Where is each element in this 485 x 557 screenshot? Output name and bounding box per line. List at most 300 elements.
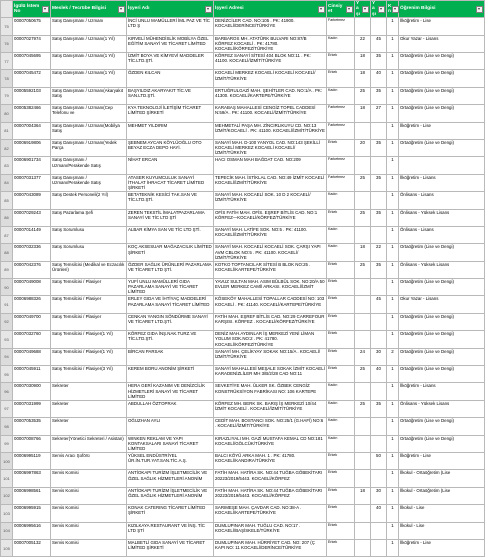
- cell-istem-no[interactable]: 00007031999: [13, 400, 51, 417]
- cell-isyeri-adresi[interactable]: KOTKO TOPTANCILAR SİTESİ B BLOK NO:25 . KOCAELİ/KARTEPE/TÜRKİYE: [214, 261, 327, 278]
- cell-cinsiyet[interactable]: Farketmez: [327, 157, 355, 174]
- cell-yas-max[interactable]: [371, 122, 387, 139]
- table-row[interactable]: [1, 348, 485, 365]
- filter-dropdown-icon[interactable]: [392, 6, 399, 13]
- cell-yas-max[interactable]: 22: [371, 244, 387, 261]
- table-row[interactable]: [1, 279, 485, 296]
- row-number[interactable]: 77: [1, 53, 13, 70]
- cell-kontenjan[interactable]: 1: [387, 139, 399, 156]
- cell-istem-no[interactable]: 00007032336: [13, 244, 51, 261]
- filter-dropdown-icon[interactable]: [42, 6, 49, 13]
- cell-istem-no[interactable]: 00007045695: [13, 53, 51, 70]
- cell-isyeri-adi[interactable]: HERA GERİ KAZANIM VE DENİZCİLİK HİZMETLERİ SANAYİ VE TİCARET LİMİTED: [127, 383, 214, 400]
- cell-istem-no[interactable]: 00007030900: [13, 383, 51, 400]
- cell-isyeri-adi[interactable]: KOÇ AKSESUAR MAĞAZACILIK LİMİTED ŞİRKETİ: [127, 244, 214, 261]
- row-number[interactable]: 84: [1, 174, 13, 191]
- row-number[interactable]: 102: [1, 487, 13, 504]
- cell-isyeri-adresi[interactable]: KÖSEKÖY MAHALLESİ TOPALLAR CADDESİ NO: 103 KOCAELİ . PK: 41140. KOCAELİ/KARTEPE/TÜRKİYE: [214, 296, 327, 313]
- cell-cinsiyet[interactable]: Erkek: [327, 470, 355, 487]
- cell-cinsiyet[interactable]: Farketmez: [327, 18, 355, 35]
- cell-cinsiyet[interactable]: Erkek: [327, 348, 355, 365]
- cell-kontenjan[interactable]: 1: [387, 522, 399, 539]
- cell-yas-max[interactable]: 35: [371, 209, 387, 226]
- cell-kontenjan[interactable]: 1: [387, 383, 399, 400]
- cell-yas-min[interactable]: [355, 313, 371, 330]
- cell-isyeri-adi[interactable]: NİHAT ERCAN: [127, 157, 214, 174]
- filter-dropdown-icon[interactable]: [476, 6, 483, 13]
- cell-meslek[interactable]: Satış Danışmanı / Uzmanı/Perakende Satış: [51, 174, 127, 191]
- cell-cinsiyet[interactable]: Erkek: [327, 539, 355, 556]
- cell-yas-max[interactable]: [371, 157, 387, 174]
- cell-yas-max[interactable]: [371, 470, 387, 487]
- cell-ogrenim[interactable]: Ortaöğretim (Lise ve Dengi): [399, 139, 485, 156]
- row-number[interactable]: 103: [1, 505, 13, 522]
- cell-istem-no[interactable]: 00007031377: [13, 174, 51, 191]
- filter-dropdown-icon[interactable]: [118, 6, 125, 13]
- cell-meslek[interactable]: Sekreter: [51, 400, 127, 417]
- cell-kontenjan[interactable]: 1: [387, 122, 399, 139]
- cell-isyeri-adresi[interactable]: SANAYİ MAH. KOCAELİ SOK. 10 D 2 KOCAELİ/İZMİT/TÜRKİYE: [214, 192, 327, 209]
- cell-yas-max[interactable]: 45: [371, 296, 387, 313]
- cell-kontenjan[interactable]: 2: [387, 348, 399, 365]
- cell-meslek[interactable]: Satış Danışmanı / Uzmanı(1 Yıl): [51, 35, 127, 52]
- cell-istem-no[interactable]: 00007050675: [13, 18, 51, 35]
- cell-yas-min[interactable]: [355, 157, 371, 174]
- table-row[interactable]: [1, 505, 485, 522]
- cell-kontenjan[interactable]: 1: [387, 244, 399, 261]
- table-row[interactable]: [1, 366, 485, 383]
- cell-meslek[interactable]: Satış Sorumlusu: [51, 226, 127, 243]
- table-row[interactable]: [1, 452, 485, 469]
- table-row[interactable]: [1, 174, 485, 191]
- cell-isyeri-adresi[interactable]: FATİH MAH. HATİRA SK. NO:44 TUĞBA GÖBEKİTARI 20223/2019/5443. KOCAELİ/KÖRFEZ: [214, 470, 327, 487]
- cell-cinsiyet[interactable]: Erkek: [327, 279, 355, 296]
- row-number[interactable]: 91: [1, 296, 13, 313]
- cell-yas-max[interactable]: [371, 522, 387, 539]
- cell-meslek[interactable]: Sekreter: [51, 418, 127, 435]
- table-row[interactable]: [1, 157, 485, 174]
- cell-ogrenim[interactable]: Ortaöğretim (Lise ve Dengi): [399, 53, 485, 70]
- cell-yas-min[interactable]: 25: [355, 87, 371, 104]
- cell-kontenjan[interactable]: 1: [387, 279, 399, 296]
- row-number[interactable]: 99: [1, 435, 13, 452]
- cell-yas-min[interactable]: 18: [355, 53, 371, 70]
- cell-istem-no[interactable]: 00007027974: [13, 35, 51, 52]
- cell-isyeri-adresi[interactable]: YAVUZ SULTAN MAH. ASIM BÜLBÜL SOK. NO:20/A 50 EVLER MERKEZ CAMİİ ARKASI. KOCAELİ/İZMİT: [214, 279, 327, 296]
- cell-yas-min[interactable]: 18: [355, 244, 371, 261]
- cell-cinsiyet[interactable]: Erkek: [327, 53, 355, 70]
- cell-yas-min[interactable]: [355, 418, 371, 435]
- cell-isyeri-adi[interactable]: KÖRFEZ GIDA İNŞ.NAK.TURZ.VE TİC.LTD.ŞTİ.: [127, 331, 214, 348]
- table-row[interactable]: [1, 418, 485, 435]
- cell-isyeri-adi[interactable]: BİRCAN PARSAK: [127, 348, 214, 365]
- cell-cinsiyet[interactable]: Erkek: [327, 139, 355, 156]
- cell-ogrenim[interactable]: Ortaöğretim (Lise ve Dengi): [399, 366, 485, 383]
- cell-ogrenim[interactable]: [399, 157, 485, 174]
- cell-ogrenim[interactable]: Önlisans - Lisans: [399, 192, 485, 209]
- table-row[interactable]: [1, 383, 485, 400]
- cell-isyeri-adi[interactable]: KIRVELİ MÜHENDİSLİK MOBİLYA ÖZEL EĞİTİM SANAYİ VE TİCARET LİMİTED: [127, 35, 214, 52]
- cell-cinsiyet[interactable]: Erkek: [327, 452, 355, 469]
- cell-kontenjan[interactable]: 1: [387, 400, 399, 417]
- table-row[interactable]: [1, 209, 485, 226]
- cell-istem-no[interactable]: 00007045472: [13, 70, 51, 87]
- cell-meslek[interactable]: Satış Danışmanı / Uzmanı(1 Yıl): [51, 53, 127, 70]
- cell-meslek[interactable]: Satış Danışmanı / Uzmanı: [51, 18, 127, 35]
- cell-cinsiyet[interactable]: Kadın: [327, 400, 355, 417]
- row-number[interactable]: 105: [1, 539, 13, 556]
- cell-isyeri-adi[interactable]: BAŞYILDIZ AKARYAKIT TİC.VE SAN.LTD.ŞTİ.: [127, 87, 214, 104]
- cell-cinsiyet[interactable]: Kadın: [327, 383, 355, 400]
- cell-isyeri-adresi[interactable]: SANAYİ MH. ÇELİKYAY SOKAK NO:15/A . KOCAELİ/İZMİT/TÜRKİYE: [214, 348, 327, 365]
- cell-meslek[interactable]: Sekreter(Yönetici Sekreteri / Asistan): [51, 435, 127, 452]
- cell-isyeri-adi[interactable]: ERLEY GIDA VE İHTİYAÇ MADDELERİ PAZARLAMA SANAYİ TİCARET LİMİTED: [127, 296, 214, 313]
- cell-yas-max[interactable]: 45: [371, 35, 387, 52]
- cell-isyeri-adresi[interactable]: SARIMEŞE MAH. ÇAVDAR CAD. NO:38-A . KOCAELİ/KARTEPE/TÜRKİYE: [214, 505, 327, 522]
- cell-istem-no[interactable]: 00007053535: [13, 418, 51, 435]
- cell-yas-min[interactable]: 18: [355, 487, 371, 504]
- table-row[interactable]: [1, 296, 485, 313]
- cell-ogrenim[interactable]: Ortaöğretim (Lise ve Dengi): [399, 105, 485, 122]
- cell-yas-min[interactable]: 25: [355, 400, 371, 417]
- cell-kontenjan[interactable]: 1: [387, 331, 399, 348]
- cell-ogrenim[interactable]: İlköğretim - Lise: [399, 539, 485, 556]
- cell-yas-min[interactable]: [355, 452, 371, 469]
- cell-isyeri-adresi[interactable]: ERTUĞRULGAZİ MAH. ŞEHİTLER CAD. NO:1/A . PK: 41300. KOCAELİ/KARTEPE/TÜRKİYE: [214, 87, 327, 104]
- cell-yas-min[interactable]: [355, 383, 371, 400]
- cell-isyeri-adi[interactable]: OĞUZHAN AYLI: [127, 418, 214, 435]
- cell-isyeri-adresi[interactable]: OFİS FATİH MAH. OFİS. EŞREF BİTLİS CAD. NO:1 KÖRFEZ—KOCAELİ/KÖRFEZ/TÜRKİYE: [214, 209, 327, 226]
- cell-yas-min[interactable]: [355, 331, 371, 348]
- cell-ogrenim[interactable]: Önlisans - Yüksek Lisans: [399, 261, 485, 278]
- cell-isyeri-adresi[interactable]: DENİZ MAH.AYDINLAR İŞ MERKEZİ YENİ LİMAN YOLUM SOK.NO:2 . PK: 41780. KOCAELİ/KÖRFEZ/TÜRKİYE: [214, 331, 327, 348]
- cell-ogrenim[interactable]: Okur Yazar - Lisans: [399, 296, 485, 313]
- cell-yas-max[interactable]: 27: [371, 105, 387, 122]
- cell-isyeri-adi[interactable]: KYA TEKNOLOJİ İLETİŞİM TİCARET LİMİTED ŞİRKETİ: [127, 105, 214, 122]
- cell-isyeri-adi[interactable]: KONAK CATERING TİCARET LİMİTED ŞİRKETİ: [127, 505, 214, 522]
- cell-isyeri-adresi[interactable]: SANAYİ MAH. D-100 YANYOL CAD. NO:143 ŞEKİLLİ KOCAELİ MERKEZ KOCAELİ KOCAELİ/İZMİT/TÜRKİYE: [214, 139, 327, 156]
- cell-isyeri-adresi[interactable]: KIRAZLIYALI MH. GAZİ MUSTAFA KEMAL CD NO:181 KOCAELİ/GÖLCÜK/TÜRKİYE: [214, 435, 327, 452]
- cell-meslek[interactable]: Satış Temsilcisi / Plasiyer(3 Yıl): [51, 366, 127, 383]
- cell-meslek[interactable]: Satış Destek Personeli(2 Yıl): [51, 192, 127, 209]
- cell-istem-no[interactable]: 00006995915: [13, 505, 51, 522]
- cell-istem-no[interactable]: 00007049688: [13, 348, 51, 365]
- cell-kontenjan[interactable]: 1: [387, 18, 399, 35]
- cell-kontenjan[interactable]: 1: [387, 209, 399, 226]
- row-number[interactable]: 101: [1, 470, 13, 487]
- cell-yas-min[interactable]: [355, 122, 371, 139]
- cell-istem-no[interactable]: 00006998561: [13, 487, 51, 504]
- filter-dropdown-icon[interactable]: [318, 6, 325, 13]
- row-number[interactable]: 86: [1, 209, 13, 226]
- cell-istem-no[interactable]: 00005382466: [13, 105, 51, 122]
- table-row[interactable]: [1, 226, 485, 243]
- row-number[interactable]: 93: [1, 331, 13, 348]
- cell-kontenjan[interactable]: 1: [387, 157, 399, 174]
- cell-kontenjan[interactable]: 1: [387, 261, 399, 278]
- cell-istem-no[interactable]: 00006919806: [13, 139, 51, 156]
- cell-yas-max[interactable]: 30: [371, 487, 387, 504]
- cell-yas-min[interactable]: 18: [355, 70, 371, 87]
- cell-yas-min[interactable]: 22: [355, 35, 371, 52]
- cell-istem-no[interactable]: 00007008766: [13, 435, 51, 452]
- cell-cinsiyet[interactable]: Kadın: [327, 435, 355, 452]
- cell-isyeri-adi[interactable]: İZMİT BOYA VE KİMYEVİ MADDELER TİC.LTD.ŞTİ.: [127, 53, 214, 70]
- cell-kontenjan[interactable]: 1: [387, 435, 399, 452]
- cell-istem-no[interactable]: 00006997863: [13, 470, 51, 487]
- row-number[interactable]: 96: [1, 383, 13, 400]
- cell-ogrenim[interactable]: Ortaöğretim (Lise ve Dengi): [399, 87, 485, 104]
- cell-istem-no[interactable]: 00007032760: [13, 331, 51, 348]
- cell-meslek[interactable]: Satış Danışmanı / Uzmanı(Yedek Parça: [51, 139, 127, 156]
- cell-meslek[interactable]: Servis Komisi: [51, 539, 127, 556]
- cell-meslek[interactable]: Servis Komisi: [51, 487, 127, 504]
- cell-kontenjan[interactable]: 1: [387, 366, 399, 383]
- cell-yas-max[interactable]: [371, 331, 387, 348]
- cell-ogrenim[interactable]: İlköğretim - Lisans: [399, 383, 485, 400]
- cell-kontenjan[interactable]: 1: [387, 505, 399, 522]
- row-number[interactable]: 85: [1, 192, 13, 209]
- row-number[interactable]: 80: [1, 105, 13, 122]
- cell-kontenjan[interactable]: 1: [387, 296, 399, 313]
- cell-isyeri-adresi[interactable]: KARABAŞ MAHALLESİ CENGİZ TOPEL CADDESİ N:59/A . PK: 41100. KOCAELİ/İZMİT/TÜRKİYE: [214, 105, 327, 122]
- cell-yas-max[interactable]: 40: [371, 366, 387, 383]
- table-row[interactable]: [1, 244, 485, 261]
- cell-yas-min[interactable]: 18: [355, 105, 371, 122]
- cell-meslek[interactable]: Satış Temsilcisi / Plasiyer: [51, 313, 127, 330]
- cell-yas-min[interactable]: 24: [355, 348, 371, 365]
- cell-isyeri-adresi[interactable]: BARBAROS MH. ATATÜRK BULVARI NO:87/B KÖRFEZ KOCAELİ . PK: 41780. KOCAELİ/KÖRFEZ/TÜRKİYE: [214, 35, 327, 52]
- cell-isyeri-adi[interactable]: MEHMET YILDIRIM: [127, 122, 214, 139]
- filter-dropdown-icon[interactable]: [362, 6, 369, 13]
- filter-dropdown-icon[interactable]: [378, 6, 385, 13]
- cell-meslek[interactable]: Satış Temsilcisi / Plasiyer(1 Yıl): [51, 331, 127, 348]
- cell-isyeri-adi[interactable]: MALBETLİ GIDA SANAYİ VE TİCARET LİMİTED ŞİRKETİ: [127, 539, 214, 556]
- cell-yas-min[interactable]: [355, 226, 371, 243]
- row-number[interactable]: 75: [1, 18, 13, 35]
- row-number[interactable]: 100: [1, 452, 13, 469]
- row-number[interactable]: 98: [1, 418, 13, 435]
- cell-istem-no[interactable]: 00006988326: [13, 296, 51, 313]
- cell-isyeri-adresi[interactable]: DUMLUPINAR MAH. TUĞLU CAD. NO:17 . KOCAELİ/BAŞİSKELE/TÜRKİYE: [214, 522, 327, 539]
- cell-yas-max[interactable]: 35: [371, 174, 387, 191]
- cell-yas-max[interactable]: [371, 383, 387, 400]
- cell-isyeri-adresi[interactable]: TEPECİK MAH. İSTİKLAL CAD. NO:49 İZMİT KOCAELİ KOCAELİ/İZMİT/TÜRKİYE: [214, 174, 327, 191]
- cell-ogrenim[interactable]: Ortaöğretim (Lise ve Dengi): [399, 244, 485, 261]
- cell-yas-max[interactable]: 40: [371, 505, 387, 522]
- cell-cinsiyet[interactable]: Erkek: [327, 313, 355, 330]
- table-row[interactable]: [1, 139, 485, 156]
- cell-isyeri-adresi[interactable]: MEHMETALİ PAŞA MH. ZİNCIRLIKUYU CD. NO:13 İZMİT/KOCAELİ . PK: 41100. KOCAELİ/İZMİT/TÜRKİYE: [214, 122, 327, 139]
- cell-kontenjan[interactable]: 1: [387, 53, 399, 70]
- cell-yas-max[interactable]: [371, 279, 387, 296]
- cell-yas-max[interactable]: 35: [371, 53, 387, 70]
- cell-istem-no[interactable]: 00007043089: [13, 192, 51, 209]
- cell-ogrenim[interactable]: Önlisans - Lisans: [399, 226, 485, 243]
- cell-kontenjan[interactable]: 1: [387, 226, 399, 243]
- cell-isyeri-adresi[interactable]: SEVKETİYE MAH. ÜLKER SK. ÖZBEK CENGİZ KONSTRÜKSİYON FABRİKASI NO: 106 KARTEPE: [214, 383, 327, 400]
- cell-ogrenim[interactable]: Ortaöğretim (Lise ve Dengi): [399, 435, 485, 452]
- cell-meslek[interactable]: Satış Danışmanı / Uzmanı(1 Yıl): [51, 70, 127, 87]
- cell-meslek[interactable]: Satış Danışmanı / Uzmanı(Mobilya Satış: [51, 122, 127, 139]
- cell-yas-max[interactable]: 50: [371, 452, 387, 469]
- cell-kontenjan[interactable]: 1: [387, 105, 399, 122]
- table-row[interactable]: [1, 105, 485, 122]
- table-row[interactable]: [1, 470, 485, 487]
- table-row[interactable]: [1, 87, 485, 104]
- cell-isyeri-adresi[interactable]: KÖRFEZ MH. BERK SK. BARIŞ İŞ MERKEZİ 10/44 İZMİT KOCAELİ . KOCAELİ/İZMİT/TÜRKİYE: [214, 400, 327, 417]
- row-number[interactable]: 83: [1, 157, 13, 174]
- cell-ogrenim[interactable]: İlköğretim - Lise: [399, 452, 485, 469]
- cell-ogrenim[interactable]: Ortaöğretim (Lise ve Dengi): [399, 279, 485, 296]
- cell-ogrenim[interactable]: Önlisans - Yüksek Lisans: [399, 400, 485, 417]
- cell-isyeri-adresi[interactable]: HACI OSMAN MAH BAĞDAT CAD. NO:209: [214, 157, 327, 174]
- cell-yas-max[interactable]: [371, 313, 387, 330]
- cell-yas-max[interactable]: [371, 418, 387, 435]
- cell-ogrenim[interactable]: Ortaöğretim (Lise ve Dengi): [399, 348, 485, 365]
- cell-cinsiyet[interactable]: Erkek: [327, 487, 355, 504]
- cell-cinsiyet[interactable]: Erkek: [327, 261, 355, 278]
- cell-isyeri-adi[interactable]: WINKEN REKLAM VE YAPI KONTAKSALARI SANAYİ TİCARET LİMİTED: [127, 435, 214, 452]
- cell-cinsiyet[interactable]: Farketmez: [327, 122, 355, 139]
- cell-ogrenim[interactable]: İlkokul - Lise: [399, 522, 485, 539]
- filter-dropdown-icon[interactable]: [346, 6, 353, 13]
- row-number[interactable]: 79: [1, 87, 13, 104]
- row-number[interactable]: 82: [1, 139, 13, 156]
- cell-meslek[interactable]: Sekreter: [51, 383, 127, 400]
- cell-isyeri-adresi[interactable]: SANAYİ MAH. LATİFE SOK. NO:5 . PK: 41100. KOCAELİ/İZMİT/TÜRKİYE: [214, 226, 327, 243]
- cell-ogrenim[interactable]: İlkokul - Ortaöğretim (Lise: [399, 487, 485, 504]
- cell-istem-no[interactable]: 00007049008: [13, 279, 51, 296]
- row-number[interactable]: 78: [1, 70, 13, 87]
- row-number[interactable]: 92: [1, 313, 13, 330]
- cell-isyeri-adresi[interactable]: SANAYİ MAH. KOCAELİ KOCAELİ SOK. ÇARŞI YAPI AVM CBLOK NO:5 . PK: 41100. KOCAELİ/İZMİT/TÜRKİYE: [214, 244, 327, 261]
- row-number[interactable]: 104: [1, 522, 13, 539]
- cell-isyeri-adi[interactable]: ÖZDEN KILCAN: [127, 70, 214, 87]
- cell-isyeri-adi[interactable]: KIZILKAYA RESTAURANT VE İNŞ. TİC LTD ŞTİ: [127, 522, 214, 539]
- cell-kontenjan[interactable]: 1: [387, 470, 399, 487]
- cell-isyeri-adresi[interactable]: FATİH MAH. HATİRA SK. NO:44 TUĞBA GÖBEKİTARI 20223/2019/5443. KOCAELİ/KÖRFEZ: [214, 487, 327, 504]
- cell-meslek[interactable]: Satış Temsilcisi / Plasiyer(1 Yıl): [51, 348, 127, 365]
- cell-meslek[interactable]: Satış Sorumlusu: [51, 244, 127, 261]
- cell-meslek[interactable]: Servis Komisi: [51, 522, 127, 539]
- cell-isyeri-adresi[interactable]: SANAYİ MAHALLESİ MEŞALE SOKAK İZMİT KOCAELİ KARADENİZLİLER MH 3/B/2/28 CAD NO:11: [214, 366, 327, 383]
- cell-istem-no[interactable]: 00007045911: [13, 366, 51, 383]
- table-row[interactable]: [1, 522, 485, 539]
- cell-yas-min[interactable]: [355, 296, 371, 313]
- cell-yas-max[interactable]: [371, 226, 387, 243]
- cell-istem-no[interactable]: 00007014149: [13, 226, 51, 243]
- cell-yas-min[interactable]: 25: [355, 366, 371, 383]
- row-number[interactable]: 88: [1, 244, 13, 261]
- cell-isyeri-adi[interactable]: CENKAN YANGIN SÖNDÜRME SANAYİ VE TİCARET LTD.ŞTİ.: [127, 313, 214, 330]
- cell-yas-min[interactable]: [355, 522, 371, 539]
- row-number[interactable]: 95: [1, 366, 13, 383]
- cell-yas-max[interactable]: [371, 192, 387, 209]
- cell-yas-min[interactable]: 25: [355, 174, 371, 191]
- cell-isyeri-adi[interactable]: ANTİOKAPI TURİZM İŞLETMECİLİK VE ÖZEL SAĞLIK HİZMETLERİ ANONİM: [127, 470, 214, 487]
- cell-ogrenim[interactable]: Ortaöğretim (Lise ve Dengi): [399, 418, 485, 435]
- cell-isyeri-adi[interactable]: ANTİOKAPI TURİZM İŞLETMECİLİK VE ÖZEL SAĞLIK HİZMETLERİ ANONİM: [127, 487, 214, 504]
- cell-kontenjan[interactable]: 1: [387, 418, 399, 435]
- table-row[interactable]: [1, 261, 485, 278]
- cell-ogrenim[interactable]: Ortaöğretim (Lise ve Dengi): [399, 70, 485, 87]
- cell-isyeri-adresi[interactable]: BALCI KÖYÜ ARKA MAH. 1 . PK: 41780. KOCAELİ/KANDIRA/TÜRKİYE: [214, 452, 327, 469]
- table-row[interactable]: [1, 35, 485, 52]
- cell-yas-max[interactable]: 35: [371, 87, 387, 104]
- cell-cinsiyet[interactable]: Erkek: [327, 366, 355, 383]
- row-number[interactable]: 90: [1, 279, 13, 296]
- table-row[interactable]: [1, 539, 485, 556]
- cell-yas-max[interactable]: [371, 435, 387, 452]
- table-row[interactable]: [1, 192, 485, 209]
- cell-yas-min[interactable]: [355, 435, 371, 452]
- cell-ogrenim[interactable]: İlköğretim - Lisans: [399, 174, 485, 191]
- table-row[interactable]: [1, 331, 485, 348]
- cell-cinsiyet[interactable]: Kadın: [327, 35, 355, 52]
- table-row[interactable]: [1, 53, 485, 70]
- cell-istem-no[interactable]: 00006995119: [13, 452, 51, 469]
- cell-cinsiyet[interactable]: Kadın: [327, 87, 355, 104]
- table-row[interactable]: [1, 435, 485, 452]
- cell-istem-no[interactable]: 00005592103: [13, 87, 51, 104]
- cell-ogrenim[interactable]: Okur Yazar - Lisans: [399, 35, 485, 52]
- cell-isyeri-adi[interactable]: ALBAR KİMYA SAN VE TİC LTD ŞTİ.: [127, 226, 214, 243]
- cell-istem-no[interactable]: 00007049700: [13, 313, 51, 330]
- cell-kontenjan[interactable]: 1: [387, 192, 399, 209]
- cell-yas-max[interactable]: [371, 539, 387, 556]
- cell-cinsiyet[interactable]: Kadın: [327, 244, 355, 261]
- cell-isyeri-adi[interactable]: YÜKSEL ENDÜSTRİYEL ÜR.İN.TUR.YAT.SAN.TİC.A.Ş.: [127, 452, 214, 469]
- cell-yas-min[interactable]: [355, 192, 371, 209]
- table-row[interactable]: [1, 313, 485, 330]
- filter-dropdown-icon[interactable]: [205, 6, 212, 13]
- cell-isyeri-adi[interactable]: ZEREN TEKSTİL İMALATPAZARLAMA SANAYİ VE TİC LTD ŞTİ: [127, 209, 214, 226]
- cell-cinsiyet[interactable]: Erkek: [327, 209, 355, 226]
- row-number[interactable]: 76: [1, 35, 13, 52]
- cell-istem-no[interactable]: 00007004364: [13, 122, 51, 139]
- cell-kontenjan[interactable]: 1: [387, 35, 399, 52]
- cell-isyeri-adresi[interactable]: KOCAELİ MERKEZ KOCAELİ KOCAELİ KOCAELİ/İZMİT/TÜRKİYE: [214, 70, 327, 87]
- cell-yas-max[interactable]: 30: [371, 348, 387, 365]
- cell-isyeri-adi[interactable]: ŞEBNEM AYCAN KÖYLÜOĞLU OTO BEYAZ ECZA DEPO HAYİ.: [127, 139, 214, 156]
- cell-cinsiyet[interactable]: Farketmez: [327, 105, 355, 122]
- cell-istem-no[interactable]: 00007029243: [13, 209, 51, 226]
- cell-ogrenim[interactable]: Ortaöğretim (Lise ve Dengi): [399, 313, 485, 330]
- cell-meslek[interactable]: Satış Temsilcisi / Plasiyer: [51, 279, 127, 296]
- cell-cinsiyet[interactable]: Kadın: [327, 418, 355, 435]
- row-number[interactable]: 97: [1, 400, 13, 417]
- cell-cinsiyet[interactable]: Erkek: [327, 296, 355, 313]
- cell-yas-min[interactable]: 20: [355, 139, 371, 156]
- row-number[interactable]: 87: [1, 226, 13, 243]
- cell-isyeri-adi[interactable]: YUFİ UNLU MAMÜLLERİ GIDA PAZARLAMA SANAYİ VE TİCARET LİMİTED: [127, 279, 214, 296]
- cell-cinsiyet[interactable]: Kadın: [327, 226, 355, 243]
- cell-ogrenim[interactable]: İlkokul - Ortaöğretim (Lise: [399, 470, 485, 487]
- cell-meslek[interactable]: Satış Temsilcisi (Medikal ve Eczacılık Ürünleri): [51, 261, 127, 278]
- row-number[interactable]: 81: [1, 122, 13, 139]
- cell-kontenjan[interactable]: 1: [387, 87, 399, 104]
- cell-kontenjan[interactable]: 1: [387, 539, 399, 556]
- cell-isyeri-adresi[interactable]: CEDİT MAH. BOSTANCI SOK. NO:25/1 (G.HAFİ) NO:6 . KOCAELİ/İZMİT/TÜRKİYE: [214, 418, 327, 435]
- cell-cinsiyet[interactable]: Erkek: [327, 70, 355, 87]
- table-row[interactable]: [1, 18, 485, 35]
- cell-istem-no[interactable]: 00007042376: [13, 261, 51, 278]
- cell-isyeri-adi[interactable]: ATASER KUYUMCULUK SANAYİ İTHALAT İHRACAT TİCARET LİMİTED ŞİRKETİ: [127, 174, 214, 191]
- cell-ogrenim[interactable]: İlkokul - Lise: [399, 505, 485, 522]
- cell-ogrenim[interactable]: İlköğretim - Lise: [399, 18, 485, 35]
- cell-yas-min[interactable]: [355, 470, 371, 487]
